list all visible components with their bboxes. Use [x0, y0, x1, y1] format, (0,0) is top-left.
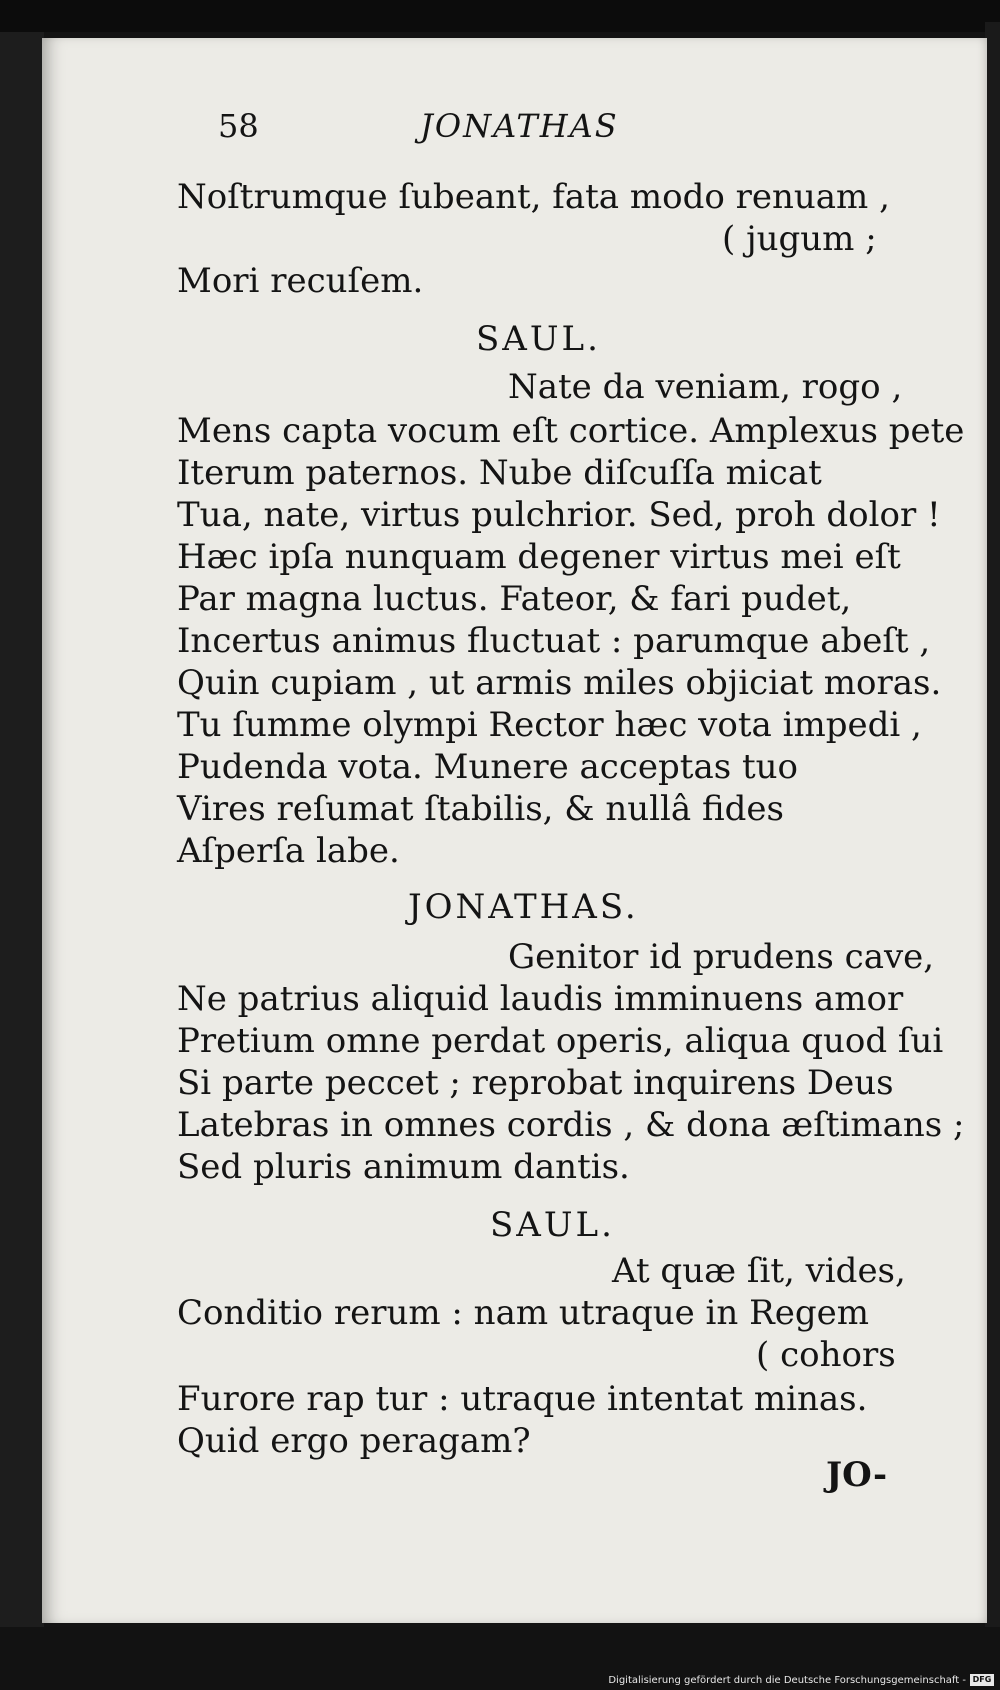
- text-line: ( jugum ;: [722, 219, 877, 259]
- speaker-heading: SAUL.: [490, 1205, 615, 1245]
- text-line: Pretium omne perdat operis, aliqua quod ſui: [177, 1021, 944, 1061]
- catchword: JO-: [826, 1455, 888, 1495]
- speaker-heading: JONATHAS.: [408, 887, 639, 927]
- text-line: Pudenda vota. Munere acceptas tuo: [177, 747, 798, 787]
- text-line: Furore rap tur : utraque intentat minas.: [177, 1379, 868, 1419]
- text-line: Tua, nate, virtus pulchrior. Sed, proh dolor !: [177, 495, 941, 535]
- digitization-credit: Digitalisierung gefördert durch die Deutsche Forschungsgemeinschaft -: [608, 1675, 966, 1686]
- text-line: Hæc ipſa nunquam degener virtus mei eſt: [177, 537, 901, 577]
- scan-top-edge: [0, 0, 1000, 32]
- text-line: Genitor id prudens cave,: [508, 937, 935, 977]
- text-line: Si parte peccet ; reprobat inquirens Deus: [177, 1063, 894, 1103]
- speaker-heading: SAUL.: [476, 319, 601, 359]
- dfg-logo: DFG: [970, 1674, 994, 1686]
- text-line: Mens capta vocum eſt cortice. Amplexus pete: [177, 411, 965, 451]
- text-line: Mori recuſem.: [177, 261, 424, 301]
- text-line: Par magna luctus. Fateor, & fari pudet,: [177, 579, 852, 619]
- text-line: Noſtrumque ſubeant, fata modo renuam ,: [177, 177, 890, 217]
- text-line: Tu ſumme olympi Rector hæc vota impedi ,: [177, 705, 922, 745]
- text-line: Nate da veniam, rogo ,: [508, 367, 903, 407]
- running-title: JONATHAS: [420, 107, 619, 145]
- text-line: Quid ergo peragam?: [177, 1421, 531, 1461]
- text-line: Aſperſa labe.: [177, 831, 400, 871]
- text-line: Vires reſumat ſtabilis, & nullâ fides: [177, 789, 784, 829]
- text-line: Latebras in omnes cordis , & dona æſtimans ;: [177, 1105, 965, 1145]
- text-line: Iterum paternos. Nube diſcuſſa micat: [177, 453, 822, 493]
- book-spine-edge: [0, 32, 44, 1627]
- text-line: Incertus animus fluctuat : parumque abeſt ,: [177, 621, 931, 661]
- page-number: 58: [218, 107, 259, 145]
- text-line: ( cohors: [756, 1335, 896, 1375]
- book-right-edge: [985, 22, 1000, 1627]
- text-line: Quin cupiam , ut armis miles objiciat moras.: [177, 663, 942, 703]
- text-line: Sed pluris animum dantis.: [177, 1147, 630, 1187]
- text-line: Ne patrius aliquid laudis imminuens amor: [177, 979, 904, 1019]
- text-line: At quæ ſit, vides,: [612, 1251, 906, 1291]
- text-line: Conditio rerum : nam utraque in Regem: [177, 1293, 869, 1333]
